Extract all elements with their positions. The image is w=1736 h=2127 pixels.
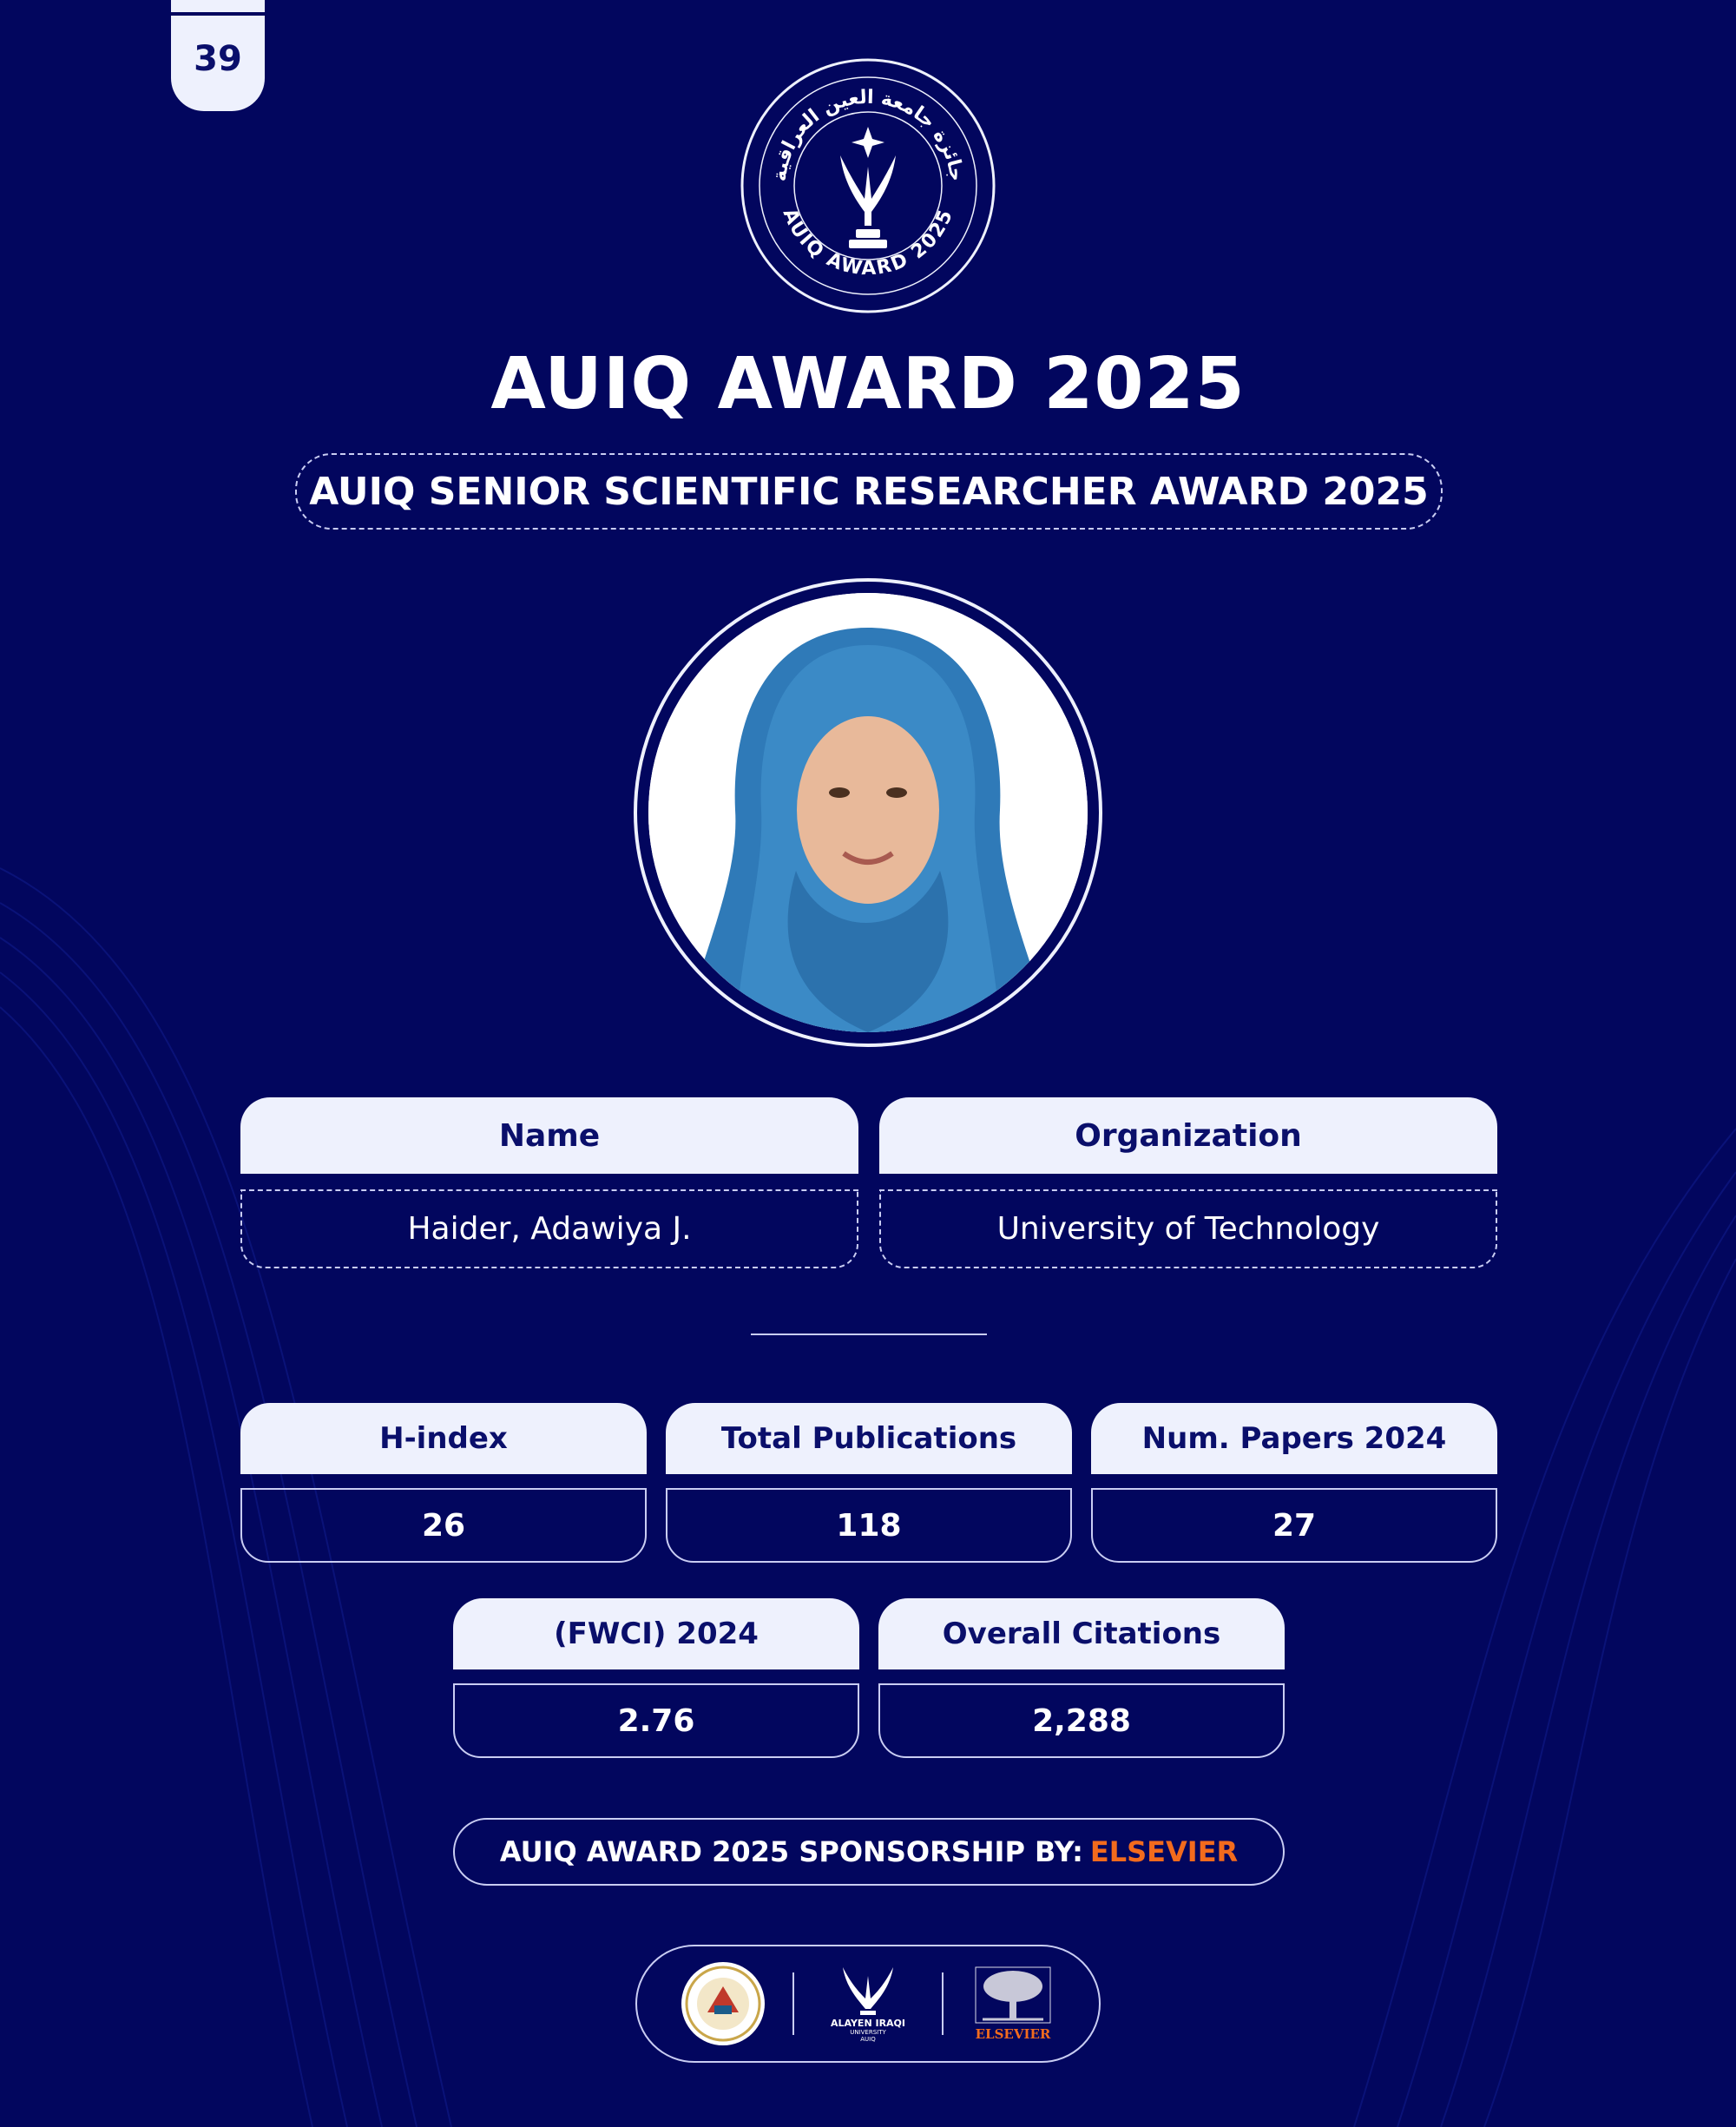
elsevier-logo-name: ELSEVIER bbox=[975, 2026, 1051, 2042]
num-papers-value: 27 bbox=[1091, 1488, 1497, 1563]
organization-card bbox=[879, 1097, 1497, 1268]
svg-text:جائزة جامعة العين العراقية: جائزة جامعة العين العراقية bbox=[769, 86, 968, 183]
portrait-illustration bbox=[648, 593, 1088, 1032]
logo-separator bbox=[792, 1972, 794, 2035]
auiq-logo-sub: UNIVERSITY bbox=[850, 2028, 886, 2036]
h-index-value: 26 bbox=[240, 1488, 647, 1563]
num-papers-label: Num. Papers 2024 bbox=[1091, 1403, 1497, 1474]
ministry-seal-icon bbox=[680, 1960, 766, 2047]
fwci-label: (FWCI) 2024 bbox=[453, 1598, 859, 1669]
page-number-tab bbox=[171, 0, 265, 111]
section-divider bbox=[751, 1333, 987, 1335]
trophy-icon bbox=[838, 1966, 898, 2016]
h-index-label: H-index bbox=[240, 1403, 647, 1474]
num-papers-card bbox=[1091, 1403, 1497, 1563]
auiq-logo bbox=[820, 1966, 916, 2043]
partner-logos bbox=[635, 1945, 1101, 2063]
h-index-card bbox=[240, 1403, 647, 1563]
svg-text:AUIQ AWARD 2025: AUIQ AWARD 2025 bbox=[778, 205, 958, 280]
elsevier-tree-icon bbox=[974, 1966, 1052, 2025]
award-category: AUIQ SENIOR SCIENTIFIC RESEARCHER AWARD 2025 bbox=[309, 469, 1429, 514]
total-publications-label: Total Publications bbox=[666, 1403, 1072, 1474]
auiq-logo-abbr: AUIQ bbox=[860, 2035, 876, 2043]
sponsorship-pill bbox=[453, 1818, 1285, 1886]
portrait-frame bbox=[634, 578, 1102, 1047]
overall-citations-value: 2,288 bbox=[878, 1683, 1285, 1758]
logo-separator bbox=[942, 1972, 944, 2035]
main-title: AUIQ AWARD 2025 bbox=[490, 343, 1246, 425]
fwci-card bbox=[453, 1598, 859, 1758]
award-category-pill bbox=[295, 453, 1443, 530]
total-publications-value: 118 bbox=[666, 1488, 1072, 1563]
portrait-photo bbox=[648, 593, 1088, 1032]
organization-label: Organization bbox=[879, 1097, 1497, 1174]
page-number: 39 bbox=[194, 39, 242, 79]
elsevier-logo bbox=[970, 1966, 1056, 2042]
overall-citations-label: Overall Citations bbox=[878, 1598, 1285, 1669]
sponsorship-prefix: AUIQ AWARD 2025 SPONSORSHIP BY: bbox=[499, 1835, 1083, 1868]
name-card bbox=[240, 1097, 858, 1268]
auiq-logo-name: ALAYEN IRAQI bbox=[830, 2017, 906, 2029]
organization-value: University of Technology bbox=[879, 1189, 1497, 1268]
name-value: Haider, Adawiya J. bbox=[240, 1189, 858, 1268]
fwci-value: 2.76 bbox=[453, 1683, 859, 1758]
award-emblem bbox=[738, 56, 998, 316]
name-label: Name bbox=[240, 1097, 858, 1174]
overall-citations-card bbox=[878, 1598, 1285, 1758]
sponsor-name: ELSEVIER bbox=[1089, 1835, 1239, 1868]
total-publications-card bbox=[666, 1403, 1072, 1563]
